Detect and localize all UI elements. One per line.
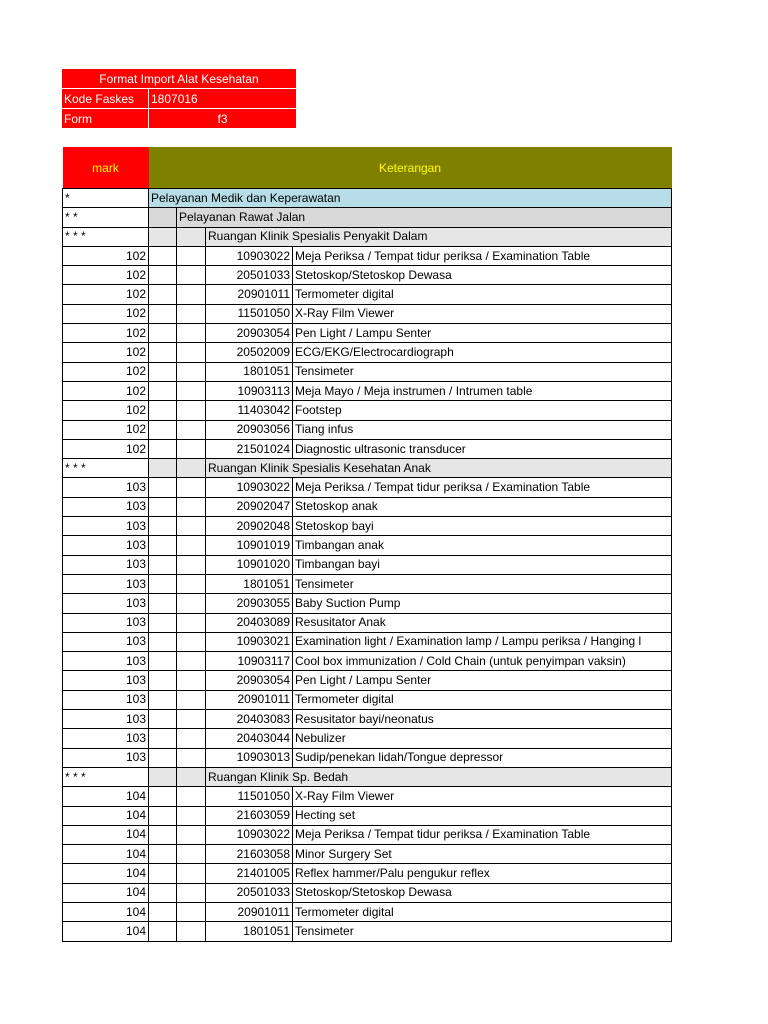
table-row <box>63 285 672 304</box>
mark-cell[interactable]: 104 <box>63 787 149 806</box>
equipment-name-cell[interactable]: Meja Periksa / Tempat tidur periksa / Examination Table <box>293 478 672 497</box>
empty-cell[interactable] <box>177 710 206 729</box>
category-title-cell[interactable]: Pelayanan Medik dan Keperawatan <box>149 189 672 208</box>
empty-cell[interactable] <box>149 324 177 343</box>
equipment-name-cell[interactable]: Tensimeter <box>293 922 672 941</box>
equipment-code-cell[interactable]: 21501024 <box>206 439 293 458</box>
empty-cell[interactable] <box>149 613 177 632</box>
equipment-name-cell[interactable]: Timbangan anak <box>293 536 672 555</box>
empty-cell[interactable] <box>149 304 177 323</box>
empty-cell[interactable] <box>149 420 177 439</box>
room-title-cell[interactable]: Ruangan Klinik Spesialis Kesehatan Anak <box>206 459 672 478</box>
table-row <box>63 729 672 748</box>
mark-cell[interactable]: 104 <box>63 902 149 921</box>
mark-cell[interactable]: 104 <box>63 845 149 864</box>
table-row <box>63 922 672 941</box>
empty-cell[interactable] <box>177 304 206 323</box>
equipment-name-cell[interactable]: Timbangan bayi <box>293 555 672 574</box>
sheet-body <box>63 189 672 942</box>
equipment-code-cell[interactable]: 20901011 <box>206 690 293 709</box>
mark-cell[interactable]: 103 <box>63 536 149 555</box>
table-row <box>63 787 672 806</box>
equipment-code-cell[interactable]: 20501033 <box>206 266 293 285</box>
table-row <box>63 381 672 400</box>
empty-cell[interactable] <box>177 632 206 651</box>
category-row-level-2 <box>63 208 672 227</box>
equipment-code-cell[interactable]: 1801051 <box>206 922 293 941</box>
equipment-code-cell[interactable]: 20403089 <box>206 613 293 632</box>
subcategory-title-cell[interactable]: Pelayanan Rawat Jalan <box>177 208 672 227</box>
table-row <box>63 671 672 690</box>
empty-cell[interactable] <box>149 883 177 902</box>
mark-cell[interactable]: * <box>63 189 149 208</box>
empty-cell[interactable] <box>149 381 177 400</box>
empty-cell[interactable] <box>177 324 206 343</box>
equipment-name-cell[interactable]: Hecting set <box>293 806 672 825</box>
table-row <box>63 420 672 439</box>
empty-cell[interactable] <box>177 555 206 574</box>
mark-cell[interactable]: 103 <box>63 748 149 767</box>
mark-cell[interactable]: 104 <box>63 864 149 883</box>
equipment-name-cell[interactable]: Sudip/penekan lidah/Tongue depressor <box>293 748 672 767</box>
mark-cell[interactable]: 103 <box>63 594 149 613</box>
empty-cell[interactable] <box>177 825 206 844</box>
mark-cell[interactable]: 103 <box>63 632 149 651</box>
mark-cell[interactable]: 102 <box>63 285 149 304</box>
empty-cell[interactable] <box>149 227 177 246</box>
equipment-code-cell[interactable]: 10901020 <box>206 555 293 574</box>
empty-cell[interactable] <box>177 420 206 439</box>
empty-cell[interactable] <box>177 748 206 767</box>
empty-cell[interactable] <box>177 613 206 632</box>
equipment-name-cell[interactable]: Termometer digital <box>293 690 672 709</box>
empty-cell[interactable] <box>177 343 206 362</box>
empty-cell[interactable] <box>149 246 177 265</box>
form-label[interactable]: Form <box>62 109 149 129</box>
equipment-code-cell[interactable]: 20903055 <box>206 594 293 613</box>
equipment-code-cell[interactable]: 1801051 <box>206 574 293 593</box>
equipment-code-cell[interactable]: 20902047 <box>206 497 293 516</box>
format-title[interactable]: Format Import Alat Kesehatan <box>62 69 296 89</box>
empty-cell[interactable] <box>149 825 177 844</box>
kode-faskes-value[interactable]: 1807016 <box>149 89 297 109</box>
table-row <box>63 864 672 883</box>
empty-cell[interactable] <box>177 227 206 246</box>
empty-cell[interactable] <box>177 902 206 921</box>
table-row <box>63 246 672 265</box>
equipment-name-cell[interactable]: Cool box immunization / Cold Chain (untuk penyimpan vaksin) <box>293 652 672 671</box>
empty-cell[interactable] <box>149 401 177 420</box>
equipment-code-cell[interactable]: 20501033 <box>206 883 293 902</box>
equipment-code-cell[interactable]: 1801051 <box>206 362 293 381</box>
mark-cell[interactable]: 103 <box>63 613 149 632</box>
category-row-level-3 <box>63 459 672 478</box>
mark-cell[interactable]: 102 <box>63 266 149 285</box>
keterangan-column-header[interactable]: Keterangan <box>149 147 672 189</box>
import-header-block <box>62 69 296 129</box>
empty-cell[interactable] <box>149 536 177 555</box>
equipment-name-cell[interactable]: Examination light / Examination lamp / Lampu periksa / Hanging l <box>293 632 672 651</box>
equipment-code-cell[interactable]: 10903022 <box>206 825 293 844</box>
equipment-code-cell[interactable]: 20903054 <box>206 671 293 690</box>
mark-cell[interactable]: 104 <box>63 883 149 902</box>
table-row <box>63 825 672 844</box>
equipment-code-cell[interactable]: 10903117 <box>206 652 293 671</box>
equipment-name-cell[interactable]: Meja Periksa / Tempat tidur periksa / Examination Table <box>293 825 672 844</box>
empty-cell[interactable] <box>149 652 177 671</box>
mark-cell[interactable]: 103 <box>63 690 149 709</box>
table-row <box>63 748 672 767</box>
empty-cell[interactable] <box>177 439 206 458</box>
equipment-name-cell[interactable]: X-Ray Film Viewer <box>293 787 672 806</box>
mark-cell[interactable]: 103 <box>63 517 149 536</box>
empty-cell[interactable] <box>177 266 206 285</box>
equipment-code-cell[interactable]: 10903113 <box>206 381 293 400</box>
empty-cell[interactable] <box>149 902 177 921</box>
mark-cell[interactable]: 103 <box>63 671 149 690</box>
equipment-name-cell[interactable]: Diagnostic ultrasonic transducer <box>293 439 672 458</box>
empty-cell[interactable] <box>149 748 177 767</box>
equipment-code-cell[interactable]: 10903021 <box>206 632 293 651</box>
table-row <box>63 902 672 921</box>
equipment-code-cell[interactable]: 11501050 <box>206 304 293 323</box>
mark-cell[interactable]: 102 <box>63 324 149 343</box>
empty-cell[interactable] <box>177 787 206 806</box>
table-row <box>63 304 672 323</box>
empty-cell[interactable] <box>177 517 206 536</box>
empty-cell[interactable] <box>149 497 177 516</box>
table-row <box>63 478 672 497</box>
table-row <box>63 574 672 593</box>
equipment-code-cell[interactable]: 20901011 <box>206 902 293 921</box>
mark-cell[interactable]: 102 <box>63 362 149 381</box>
category-row-level-3 <box>63 227 672 246</box>
mark-cell[interactable]: * * * <box>63 459 149 478</box>
empty-cell[interactable] <box>177 767 206 786</box>
equipment-code-cell[interactable]: 20403044 <box>206 729 293 748</box>
equipment-code-cell[interactable]: 10903022 <box>206 246 293 265</box>
mark-cell[interactable]: 102 <box>63 420 149 439</box>
empty-cell[interactable] <box>149 690 177 709</box>
mark-cell[interactable]: * * <box>63 208 149 227</box>
equipment-name-cell[interactable]: Meja Mayo / Meja instrumen / Intrumen table <box>293 381 672 400</box>
equipment-name-cell[interactable]: Pen Light / Lampu Senter <box>293 671 672 690</box>
category-row-level-1 <box>63 189 672 208</box>
table-row <box>63 497 672 516</box>
equipment-name-cell[interactable]: Minor Surgery Set <box>293 845 672 864</box>
table-row <box>63 710 672 729</box>
empty-cell[interactable] <box>149 439 177 458</box>
table-row <box>63 555 672 574</box>
empty-cell[interactable] <box>177 478 206 497</box>
empty-cell[interactable] <box>149 594 177 613</box>
equipment-name-cell[interactable]: Stetoskop/Stetoskop Dewasa <box>293 266 672 285</box>
empty-cell[interactable] <box>177 536 206 555</box>
empty-cell[interactable] <box>177 690 206 709</box>
empty-cell[interactable] <box>177 652 206 671</box>
equipment-code-cell[interactable]: 10903013 <box>206 748 293 767</box>
equipment-name-cell[interactable]: Termometer digital <box>293 285 672 304</box>
empty-cell[interactable] <box>149 478 177 497</box>
empty-cell[interactable] <box>149 922 177 941</box>
equipment-name-cell[interactable]: Termometer digital <box>293 902 672 921</box>
mark-cell[interactable]: 103 <box>63 497 149 516</box>
empty-cell[interactable] <box>149 343 177 362</box>
empty-cell[interactable] <box>149 266 177 285</box>
mark-cell[interactable]: 103 <box>63 729 149 748</box>
equipment-name-cell[interactable]: Stetoskop bayi <box>293 517 672 536</box>
table-row <box>63 883 672 902</box>
empty-cell[interactable] <box>177 362 206 381</box>
equipment-name-cell[interactable]: X-Ray Film Viewer <box>293 304 672 323</box>
table-row <box>63 401 672 420</box>
mark-cell[interactable]: 104 <box>63 825 149 844</box>
empty-cell[interactable] <box>177 806 206 825</box>
table-row <box>63 266 672 285</box>
empty-cell[interactable] <box>177 845 206 864</box>
empty-cell[interactable] <box>177 883 206 902</box>
empty-cell[interactable] <box>177 729 206 748</box>
empty-cell[interactable] <box>149 864 177 883</box>
equipment-code-cell[interactable]: 11403042 <box>206 401 293 420</box>
empty-cell[interactable] <box>149 459 177 478</box>
mark-cell[interactable]: * * * <box>63 227 149 246</box>
mark-cell[interactable]: 103 <box>63 710 149 729</box>
equipment-name-cell[interactable]: Tensimeter <box>293 362 672 381</box>
table-row <box>63 806 672 825</box>
equipment-name-cell[interactable]: Resusitator Anak <box>293 613 672 632</box>
empty-cell[interactable] <box>177 922 206 941</box>
equipment-sheet <box>62 147 672 942</box>
table-row <box>63 517 672 536</box>
equipment-code-cell[interactable]: 20901011 <box>206 285 293 304</box>
mark-cell[interactable]: 102 <box>63 246 149 265</box>
empty-cell[interactable] <box>149 574 177 593</box>
column-header-row <box>63 147 672 189</box>
empty-cell[interactable] <box>177 671 206 690</box>
category-row-level-3 <box>63 767 672 786</box>
equipment-code-cell[interactable]: 20903056 <box>206 420 293 439</box>
empty-cell[interactable] <box>149 729 177 748</box>
equipment-code-cell[interactable]: 20403083 <box>206 710 293 729</box>
empty-cell[interactable] <box>149 285 177 304</box>
table-row <box>63 324 672 343</box>
room-title-cell[interactable]: Ruangan Klinik Sp. Bedah <box>206 767 672 786</box>
table-row <box>63 652 672 671</box>
empty-cell[interactable] <box>149 555 177 574</box>
table-row <box>63 594 672 613</box>
empty-cell[interactable] <box>149 632 177 651</box>
empty-cell[interactable] <box>177 401 206 420</box>
equipment-code-cell[interactable]: 20502009 <box>206 343 293 362</box>
table-row <box>63 536 672 555</box>
table-row <box>63 439 672 458</box>
equipment-name-cell[interactable]: Stetoskop/Stetoskop Dewasa <box>293 883 672 902</box>
room-title-cell[interactable]: Ruangan Klinik Spesialis Penyakit Dalam <box>206 227 672 246</box>
equipment-code-cell[interactable]: 20902048 <box>206 517 293 536</box>
table-row <box>63 343 672 362</box>
mark-cell[interactable]: 103 <box>63 478 149 497</box>
empty-cell[interactable] <box>177 497 206 516</box>
empty-cell[interactable] <box>149 671 177 690</box>
equipment-code-cell[interactable]: 10903022 <box>206 478 293 497</box>
empty-cell[interactable] <box>177 459 206 478</box>
table-row <box>63 613 672 632</box>
empty-cell[interactable] <box>177 246 206 265</box>
mark-cell[interactable]: 103 <box>63 555 149 574</box>
table-row <box>63 690 672 709</box>
empty-cell[interactable] <box>149 806 177 825</box>
equipment-code-cell[interactable]: 10901019 <box>206 536 293 555</box>
empty-cell[interactable] <box>149 710 177 729</box>
empty-cell[interactable] <box>177 594 206 613</box>
equipment-code-cell[interactable]: 11501050 <box>206 787 293 806</box>
equipment-name-cell[interactable]: Pen Light / Lampu Senter <box>293 324 672 343</box>
equipment-name-cell[interactable]: Baby Suction Pump <box>293 594 672 613</box>
mark-cell[interactable]: 102 <box>63 343 149 362</box>
mark-cell[interactable]: 102 <box>63 304 149 323</box>
empty-cell[interactable] <box>177 285 206 304</box>
mark-cell[interactable]: 102 <box>63 381 149 400</box>
equipment-code-cell[interactable]: 20903054 <box>206 324 293 343</box>
kode-faskes-label[interactable]: Kode Faskes <box>62 89 149 109</box>
mark-cell[interactable]: 103 <box>63 574 149 593</box>
mark-cell[interactable]: 104 <box>63 922 149 941</box>
empty-cell[interactable] <box>149 787 177 806</box>
equipment-name-cell[interactable]: Nebulizer <box>293 729 672 748</box>
equipment-name-cell[interactable]: Stetoskop anak <box>293 497 672 516</box>
empty-cell[interactable] <box>149 362 177 381</box>
equipment-code-cell[interactable]: 21603058 <box>206 845 293 864</box>
empty-cell[interactable] <box>177 574 206 593</box>
empty-cell[interactable] <box>149 208 177 227</box>
mark-cell[interactable]: * * * <box>63 767 149 786</box>
empty-cell[interactable] <box>177 864 206 883</box>
equipment-name-cell[interactable]: Resusitator bayi/neonatus <box>293 710 672 729</box>
equipment-name-cell[interactable]: Footstep <box>293 401 672 420</box>
mark-cell[interactable]: 102 <box>63 439 149 458</box>
empty-cell[interactable] <box>149 517 177 536</box>
equipment-name-cell[interactable]: Tiang infus <box>293 420 672 439</box>
mark-cell[interactable]: 102 <box>63 401 149 420</box>
equipment-name-cell[interactable]: Meja Periksa / Tempat tidur periksa / Examination Table <box>293 246 672 265</box>
table-row <box>63 362 672 381</box>
equipment-name-cell[interactable]: ECG/EKG/Electrocardiograph <box>293 343 672 362</box>
table-row <box>63 632 672 651</box>
equipment-code-cell[interactable]: 21603059 <box>206 806 293 825</box>
equipment-code-cell[interactable]: 21401005 <box>206 864 293 883</box>
empty-cell[interactable] <box>149 767 177 786</box>
table-row <box>63 845 672 864</box>
mark-cell[interactable]: 103 <box>63 652 149 671</box>
empty-cell[interactable] <box>149 845 177 864</box>
equipment-name-cell[interactable]: Reflex hammer/Palu pengukur reflex <box>293 864 672 883</box>
equipment-name-cell[interactable]: Tensimeter <box>293 574 672 593</box>
empty-cell[interactable] <box>177 381 206 400</box>
mark-cell[interactable]: 104 <box>63 806 149 825</box>
mark-column-header[interactable]: mark <box>63 147 149 189</box>
form-value[interactable]: f3 <box>149 109 297 129</box>
